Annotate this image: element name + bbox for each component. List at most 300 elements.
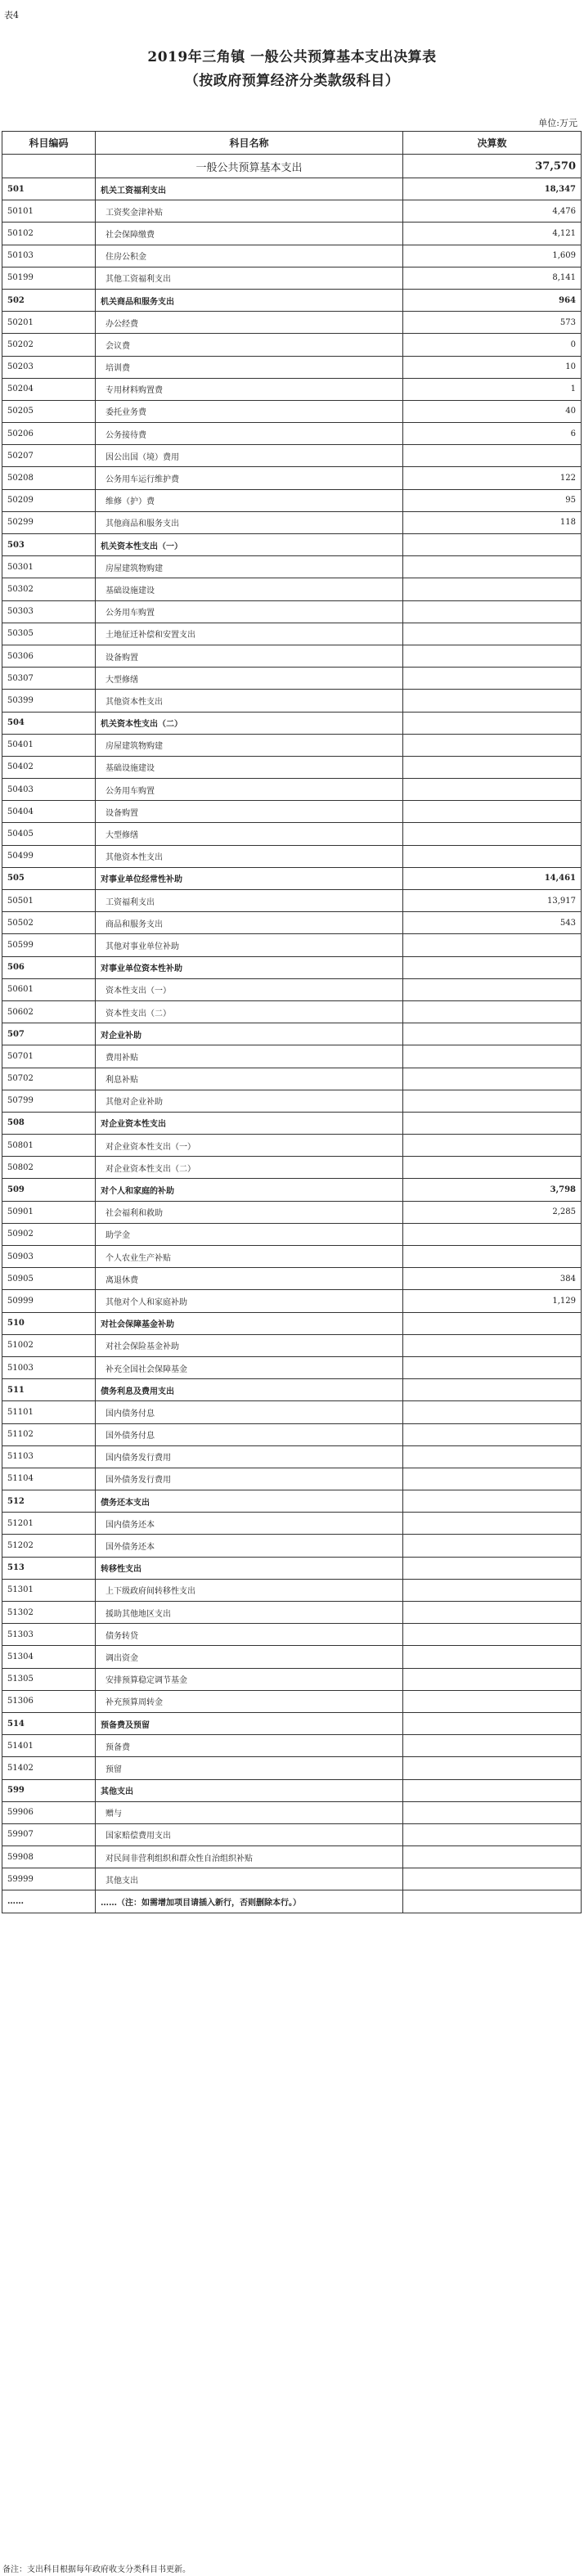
row-code: 50702	[2, 1068, 96, 1090]
row-amount	[403, 779, 582, 801]
table-row	[2, 845, 582, 867]
row-code: 51002	[2, 1334, 96, 1356]
row-code: 51301	[2, 1579, 96, 1601]
row-amount	[403, 600, 582, 623]
table-row	[2, 556, 582, 578]
row-amount	[403, 690, 582, 712]
total-amount: 37,570	[403, 155, 582, 178]
row-name: 上下级政府间转移性支出	[96, 1579, 403, 1601]
table-row	[2, 511, 582, 533]
table-header-row	[2, 132, 582, 155]
row-amount	[403, 1735, 582, 1757]
table-row	[2, 801, 582, 823]
row-amount	[403, 1445, 582, 1468]
row-name: 设备购置	[96, 801, 403, 823]
row-amount: 18,347	[403, 178, 582, 200]
row-name: 会议费	[96, 334, 403, 356]
expenditure-table	[2, 131, 582, 1913]
row-amount	[403, 1068, 582, 1090]
row-name: 国内债务发行费用	[96, 1445, 403, 1468]
table-row	[2, 1401, 582, 1423]
row-amount	[403, 756, 582, 778]
row-code: 50208	[2, 467, 96, 489]
row-amount	[403, 1868, 582, 1890]
table-row	[2, 1445, 582, 1468]
total-label: 一般公共预算基本支出	[96, 155, 403, 178]
table-row	[2, 1356, 582, 1378]
row-code: 510	[2, 1312, 96, 1334]
row-amount	[403, 978, 582, 1000]
category-row	[2, 534, 582, 556]
row-amount	[403, 534, 582, 556]
row-code: 50403	[2, 779, 96, 801]
row-amount	[403, 1757, 582, 1779]
row-name: 对社会保障基金补助	[96, 1312, 403, 1334]
category-row	[2, 1490, 582, 1513]
table-row	[2, 734, 582, 756]
row-name: 委托业务费	[96, 400, 403, 422]
table-row	[2, 600, 582, 623]
row-code: 50207	[2, 445, 96, 467]
row-name: 国家赔偿费用支出	[96, 1823, 403, 1845]
row-name: 补充预算周转金	[96, 1690, 403, 1712]
row-code: 50204	[2, 378, 96, 400]
row-code: 50305	[2, 623, 96, 645]
row-name: 利息补贴	[96, 1068, 403, 1090]
row-name: 转移性支出	[96, 1557, 403, 1579]
row-amount	[403, 823, 582, 845]
row-name: 赠与	[96, 1801, 403, 1823]
row-amount	[403, 1846, 582, 1868]
row-code: 50499	[2, 845, 96, 867]
row-amount: 384	[403, 1268, 582, 1290]
row-code: 513	[2, 1557, 96, 1579]
row-amount: 1,609	[403, 245, 582, 267]
table-row	[2, 1735, 582, 1757]
row-amount: 0	[403, 334, 582, 356]
row-amount	[403, 845, 582, 867]
row-code: 59907	[2, 1823, 96, 1845]
row-code: 512	[2, 1490, 96, 1513]
row-name: 其他支出	[96, 1868, 403, 1890]
category-row	[2, 289, 582, 311]
table-row	[2, 823, 582, 845]
row-amount	[403, 1223, 582, 1245]
row-name: 因公出国（境）费用	[96, 445, 403, 467]
row-amount	[403, 1779, 582, 1801]
row-code: 50306	[2, 645, 96, 667]
row-amount	[403, 1423, 582, 1445]
row-amount	[403, 956, 582, 978]
table-row	[2, 445, 582, 467]
row-code: 51305	[2, 1668, 96, 1690]
row-name: 维修（护）费	[96, 489, 403, 511]
row-name: 基础设施建设	[96, 756, 403, 778]
table-row	[2, 756, 582, 778]
table-row	[2, 267, 582, 289]
row-amount	[403, 1557, 582, 1579]
row-name: 国外债务付息	[96, 1423, 403, 1445]
table-row	[2, 1801, 582, 1823]
row-name: 国内债务还本	[96, 1513, 403, 1535]
row-name: 离退休费	[96, 1268, 403, 1290]
row-name: 机关工资福利支出	[96, 178, 403, 200]
row-name: 预备费及预留	[96, 1712, 403, 1734]
row-name: 其他资本性支出	[96, 690, 403, 712]
row-code: 50901	[2, 1201, 96, 1223]
table-row	[2, 334, 582, 356]
row-code: ……	[2, 1890, 96, 1913]
table-row	[2, 1045, 582, 1068]
table-row	[2, 489, 582, 511]
table-row	[2, 1223, 582, 1245]
row-code: 506	[2, 956, 96, 978]
row-code: 50902	[2, 1223, 96, 1245]
row-name: 个人农业生产补贴	[96, 1246, 403, 1268]
row-code: 50301	[2, 556, 96, 578]
row-code: 50799	[2, 1090, 96, 1112]
row-code: 51401	[2, 1735, 96, 1757]
row-name: 资本性支出（二）	[96, 1000, 403, 1023]
row-name: 对民间非营利组织和群众性自治组织补贴	[96, 1846, 403, 1868]
row-amount: 573	[403, 312, 582, 334]
table-row	[2, 912, 582, 934]
row-amount	[403, 1690, 582, 1712]
row-name: 安排预算稳定调节基金	[96, 1668, 403, 1690]
page-subtitle: （按政府预算经济分类款级科目）	[184, 73, 400, 89]
table-row	[2, 356, 582, 378]
row-code: 50307	[2, 668, 96, 690]
row-name: 专用材料购置费	[96, 378, 403, 400]
row-name: 其他对个人和家庭补助	[96, 1290, 403, 1312]
row-name: 债务利息及费用支出	[96, 1379, 403, 1401]
row-name: 债务还本支出	[96, 1490, 403, 1513]
row-amount	[403, 1490, 582, 1513]
table-row	[2, 1334, 582, 1356]
row-name: 对社会保险基金补助	[96, 1334, 403, 1356]
row-amount	[403, 1334, 582, 1356]
row-amount: 1	[403, 378, 582, 400]
table-row	[2, 1868, 582, 1890]
table-row	[2, 623, 582, 645]
row-amount	[403, 445, 582, 467]
row-amount: 122	[403, 467, 582, 489]
row-name: 国内债务付息	[96, 1401, 403, 1423]
table-row	[2, 423, 582, 445]
row-amount	[403, 1000, 582, 1023]
row-code: 50201	[2, 312, 96, 334]
table-row	[2, 668, 582, 690]
row-code: 50103	[2, 245, 96, 267]
row-amount	[403, 1157, 582, 1179]
category-row	[2, 1712, 582, 1734]
row-name: 设备购置	[96, 645, 403, 667]
row-name: 基础设施建设	[96, 578, 403, 600]
category-row	[2, 178, 582, 200]
row-code: 51201	[2, 1513, 96, 1535]
row-name: 机关资本性支出（一）	[96, 534, 403, 556]
row-amount: 13,917	[403, 890, 582, 912]
table-row	[2, 1246, 582, 1268]
table-row	[2, 1646, 582, 1668]
row-code: 50802	[2, 1157, 96, 1179]
row-name: 工资奖金津补贴	[96, 200, 403, 223]
row-code: 50299	[2, 511, 96, 533]
row-code: 51306	[2, 1690, 96, 1712]
row-code: 50402	[2, 756, 96, 778]
row-amount	[403, 1801, 582, 1823]
row-code: 50102	[2, 223, 96, 245]
row-code: 51101	[2, 1401, 96, 1423]
row-code: 50405	[2, 823, 96, 845]
row-name: 其他商品和服务支出	[96, 511, 403, 533]
row-code: 51202	[2, 1535, 96, 1557]
row-name: 其他支出	[96, 1779, 403, 1801]
table-row	[2, 779, 582, 801]
row-code: 50203	[2, 356, 96, 378]
row-amount	[403, 734, 582, 756]
row-amount	[403, 1135, 582, 1157]
category-row	[2, 1779, 582, 1801]
row-code: 50303	[2, 600, 96, 623]
table-row	[2, 1090, 582, 1112]
row-amount	[403, 668, 582, 690]
row-amount	[403, 556, 582, 578]
category-row	[2, 1557, 582, 1579]
row-amount	[403, 1890, 582, 1913]
row-code: 50205	[2, 400, 96, 422]
row-name: 对个人和家庭的补助	[96, 1179, 403, 1201]
row-name: 住房公积金	[96, 245, 403, 267]
table-row	[2, 467, 582, 489]
table-row	[2, 1290, 582, 1312]
row-name: 费用补贴	[96, 1045, 403, 1068]
category-row	[2, 1312, 582, 1334]
table-row	[2, 245, 582, 267]
row-code: 50903	[2, 1246, 96, 1268]
header-amount: 决算数	[403, 132, 582, 155]
row-amount	[403, 1668, 582, 1690]
row-code: 51402	[2, 1757, 96, 1779]
row-name: 对企业补助	[96, 1023, 403, 1045]
row-name: 对事业单位经常性补助	[96, 867, 403, 889]
row-amount: 4,121	[403, 223, 582, 245]
row-name: 其他资本性支出	[96, 845, 403, 867]
row-amount	[403, 1246, 582, 1268]
row-amount	[403, 1624, 582, 1646]
row-code: 509	[2, 1179, 96, 1201]
table-row	[2, 1690, 582, 1712]
row-code: 51304	[2, 1646, 96, 1668]
row-code: 50209	[2, 489, 96, 511]
table-row	[2, 1535, 582, 1557]
table-row	[2, 690, 582, 712]
header-code: 科目编码	[2, 132, 96, 155]
row-name: 公务用车购置	[96, 779, 403, 801]
row-amount	[403, 1712, 582, 1734]
row-name: 资本性支出（一）	[96, 978, 403, 1000]
total-row	[2, 155, 582, 178]
row-amount	[403, 645, 582, 667]
table-row	[2, 1602, 582, 1624]
unit-label: 单位:万元	[538, 118, 577, 128]
row-amount: 40	[403, 400, 582, 422]
row-name: 对企业资本性支出（二）	[96, 1157, 403, 1179]
row-amount: 4,476	[403, 200, 582, 223]
row-name: 大型修缮	[96, 668, 403, 690]
table-row	[2, 400, 582, 422]
row-code: 50401	[2, 734, 96, 756]
table-row	[2, 1668, 582, 1690]
table-row	[2, 934, 582, 956]
row-amount: 543	[403, 912, 582, 934]
row-code: 59908	[2, 1846, 96, 1868]
row-code: 50404	[2, 801, 96, 823]
row-name: 社会保障缴费	[96, 223, 403, 245]
row-name: 机关资本性支出（二）	[96, 712, 403, 734]
row-amount	[403, 1468, 582, 1490]
row-amount	[403, 1646, 582, 1668]
table-row	[2, 200, 582, 223]
row-name: ……（注：如需增加项目请插入新行，否则删除本行。）	[96, 1890, 403, 1913]
row-name: 补充全国社会保障基金	[96, 1356, 403, 1378]
row-code: 51303	[2, 1624, 96, 1646]
row-name: 商品和服务支出	[96, 912, 403, 934]
row-amount	[403, 623, 582, 645]
table-number-label: 表4	[4, 10, 19, 20]
row-code: 50206	[2, 423, 96, 445]
row-code: 511	[2, 1379, 96, 1401]
row-name: 工资福利支出	[96, 890, 403, 912]
row-amount: 10	[403, 356, 582, 378]
row-amount	[403, 1401, 582, 1423]
category-row	[2, 1379, 582, 1401]
row-amount	[403, 712, 582, 734]
row-code: 50999	[2, 1290, 96, 1312]
row-name: 预留	[96, 1757, 403, 1779]
row-name: 预备费	[96, 1735, 403, 1757]
row-code: 504	[2, 712, 96, 734]
row-code: 51102	[2, 1423, 96, 1445]
row-code: 507	[2, 1023, 96, 1045]
footnote: 备注：支出科目根据每年政府收支分类科目书更新。	[2, 2565, 191, 2574]
row-amount	[403, 1823, 582, 1845]
header-name: 科目名称	[96, 132, 403, 155]
row-code: 50199	[2, 267, 96, 289]
row-amount	[403, 1312, 582, 1334]
row-amount: 14,461	[403, 867, 582, 889]
category-row	[2, 712, 582, 734]
row-name: 土地征迁补偿和安置支出	[96, 623, 403, 645]
row-amount: 6	[403, 423, 582, 445]
table-row	[2, 312, 582, 334]
table-row	[2, 578, 582, 600]
row-name: 助学金	[96, 1223, 403, 1245]
row-amount	[403, 1602, 582, 1624]
row-code: 508	[2, 1112, 96, 1134]
table-row	[2, 1201, 582, 1223]
row-name: 其他工资福利支出	[96, 267, 403, 289]
row-name: 其他对企业补助	[96, 1090, 403, 1112]
category-row	[2, 1179, 582, 1201]
row-code: 505	[2, 867, 96, 889]
table-row	[2, 1846, 582, 1868]
row-amount	[403, 934, 582, 956]
row-amount: 2,285	[403, 1201, 582, 1223]
row-code: 50399	[2, 690, 96, 712]
row-amount	[403, 1535, 582, 1557]
row-name: 培训费	[96, 356, 403, 378]
table-row	[2, 1624, 582, 1646]
row-code: 59906	[2, 1801, 96, 1823]
row-name: 公务用车运行维护费	[96, 467, 403, 489]
row-name: 债务转贷	[96, 1624, 403, 1646]
row-name: 公务用车购置	[96, 600, 403, 623]
row-code: 51103	[2, 1445, 96, 1468]
page-title: 2019年三角镇 一般公共预算基本支出决算表	[147, 49, 437, 65]
row-code: 51104	[2, 1468, 96, 1490]
row-amount	[403, 1379, 582, 1401]
row-code: 50101	[2, 200, 96, 223]
row-code: 50302	[2, 578, 96, 600]
table-row	[2, 1757, 582, 1779]
row-code: 50905	[2, 1268, 96, 1290]
total-code-cell	[2, 155, 96, 178]
row-code: 514	[2, 1712, 96, 1734]
row-code: 51302	[2, 1602, 96, 1624]
row-name: 公务接待费	[96, 423, 403, 445]
row-name: 房屋建筑物购建	[96, 556, 403, 578]
row-code: 50601	[2, 978, 96, 1000]
row-name: 机关商品和服务支出	[96, 289, 403, 311]
row-amount	[403, 1023, 582, 1045]
row-code: 501	[2, 178, 96, 200]
row-code: 50599	[2, 934, 96, 956]
table-row	[2, 645, 582, 667]
row-code: 503	[2, 534, 96, 556]
row-name: 大型修缮	[96, 823, 403, 845]
row-amount	[403, 1513, 582, 1535]
table-row	[2, 1268, 582, 1290]
row-amount: 1,129	[403, 1290, 582, 1312]
category-row	[2, 956, 582, 978]
row-code: 50202	[2, 334, 96, 356]
table-row	[2, 1000, 582, 1023]
row-amount: 95	[403, 489, 582, 511]
row-amount	[403, 801, 582, 823]
row-code: 50801	[2, 1135, 96, 1157]
row-name: 办公经费	[96, 312, 403, 334]
category-row	[2, 1023, 582, 1045]
row-amount	[403, 1579, 582, 1601]
row-code: 599	[2, 1779, 96, 1801]
table-row	[2, 1157, 582, 1179]
row-code: 50502	[2, 912, 96, 934]
row-amount	[403, 578, 582, 600]
table-row	[2, 1579, 582, 1601]
table-row	[2, 1468, 582, 1490]
table-row	[2, 1513, 582, 1535]
row-code: 59999	[2, 1868, 96, 1890]
row-amount	[403, 1112, 582, 1134]
row-amount	[403, 1090, 582, 1112]
row-code: 51003	[2, 1356, 96, 1378]
row-name: 其他对事业单位补助	[96, 934, 403, 956]
row-code: 50602	[2, 1000, 96, 1023]
table-row	[2, 978, 582, 1000]
category-row	[2, 867, 582, 889]
row-amount: 8,141	[403, 267, 582, 289]
